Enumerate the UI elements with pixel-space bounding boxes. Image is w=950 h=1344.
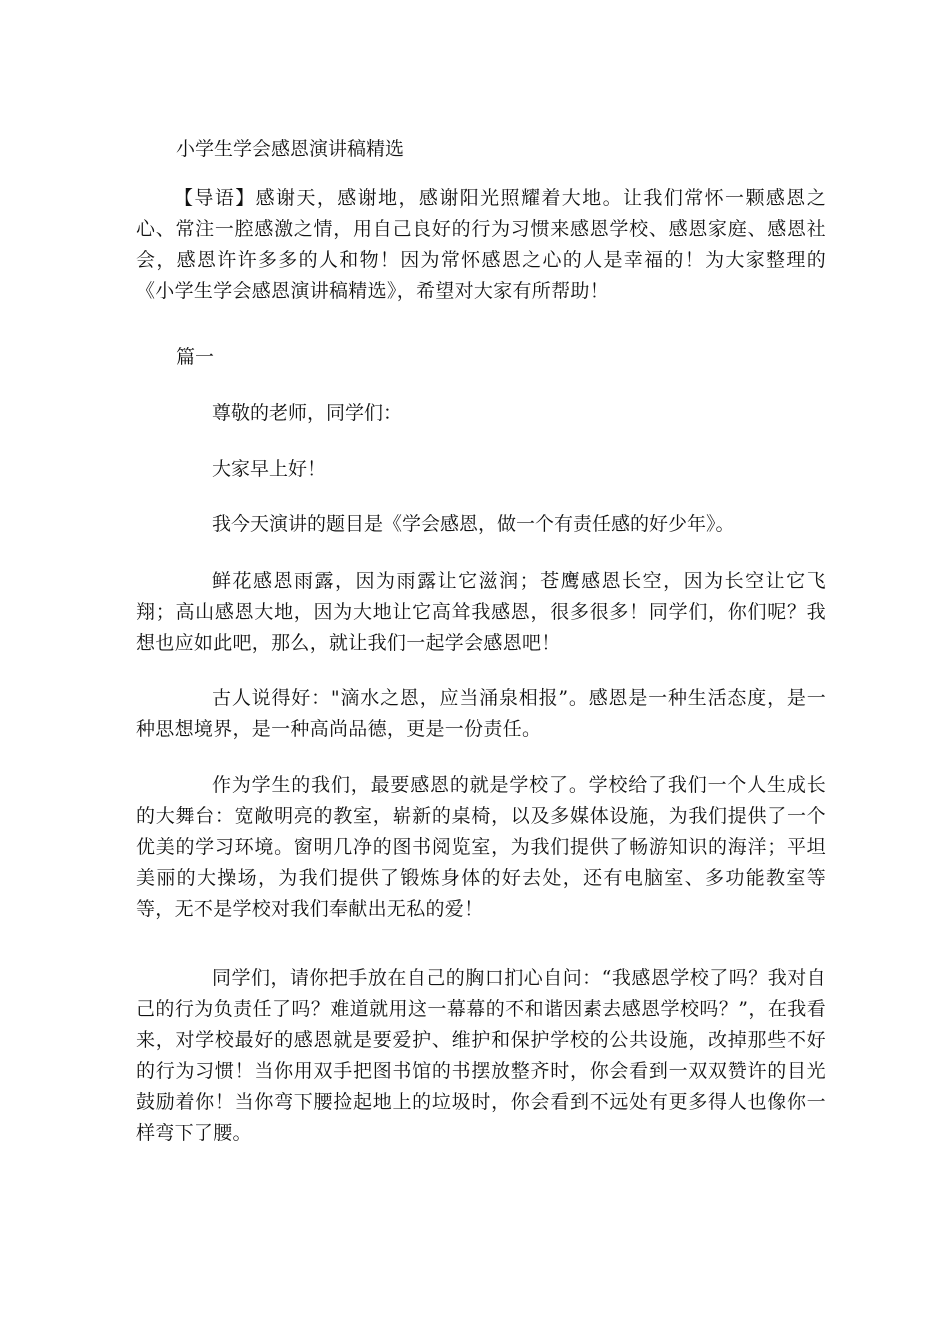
document-title: 小学生学会感恩演讲稿精选: [176, 138, 405, 160]
intro-paragraph: 【导语】感谢天，感谢地，感谢阳光照耀着大地。让我们常怀一颗感恩之心、常注一腔感激之情，用自己良好的行为习惯来感恩学校、感恩家庭、感恩社会，感恩许许多多的人和物！因为常怀感恩之心的人是幸福的！为大家整理的《小学生学会感恩演讲稿精选》，希望对大家有所帮助！: [136, 187, 826, 302]
good-morning-line: 大家早上好！: [212, 458, 327, 480]
body-paragraph: 鲜花感恩雨露，因为雨露让它滋润；苍鹰感恩长空，因为长空让它飞翔；高山感恩大地，因为大地让它高耸我感恩，很多很多！同学们，你们呢？我想也应如此吧，那么，就让我们一起学会感恩吧！: [136, 570, 826, 654]
body-paragraph: 古人说得好："滴水之恩，应当涌泉相报”。感恩是一种生活态度，是一种思想境界，是一种高尚品德，更是一份责任。: [136, 687, 826, 740]
greeting-line: 尊敬的老师，同学们：: [212, 402, 403, 424]
speech-topic-line: 我今天演讲的题目是《学会感恩，做一个有责任感的好少年》。: [212, 513, 735, 535]
body-paragraph: 作为学生的我们，最要感恩的就是学校了。学校给了我们一个人生成长的大舞台：宽敞明亮的教室，崭新的桌椅，以及多媒体设施，为我们提供了一个优美的学习环境。窗明几净的图书阅览室，为我们提供了畅游知识的海洋；平坦美丽的大操场，为我们提供了锻炼身体的好去处，还有电脑室、多功能教室等等，无不是学校对我们奉献出无私的爱！: [136, 774, 826, 920]
body-paragraph: 同学们，请你把手放在自己的胸口扪心自问：“我感恩学校了吗？我对自己的行为负责任了吗？难道就用这一幕幕的不和谐因素去感恩学校吗？”，在我看来，对学校最好的感恩就是要爱护、维护和保护学校的公共设施，改掉那些不好的行为习惯！当你用双手把图书馆的书摆放整齐时，你会看到一双双赞许的目光鼓励着你！当你弯下腰捡起地上的垃圾时，你会看到不远处有更多得人也像你一样弯下了腰。: [136, 967, 826, 1144]
section-heading: 篇一: [176, 346, 215, 368]
